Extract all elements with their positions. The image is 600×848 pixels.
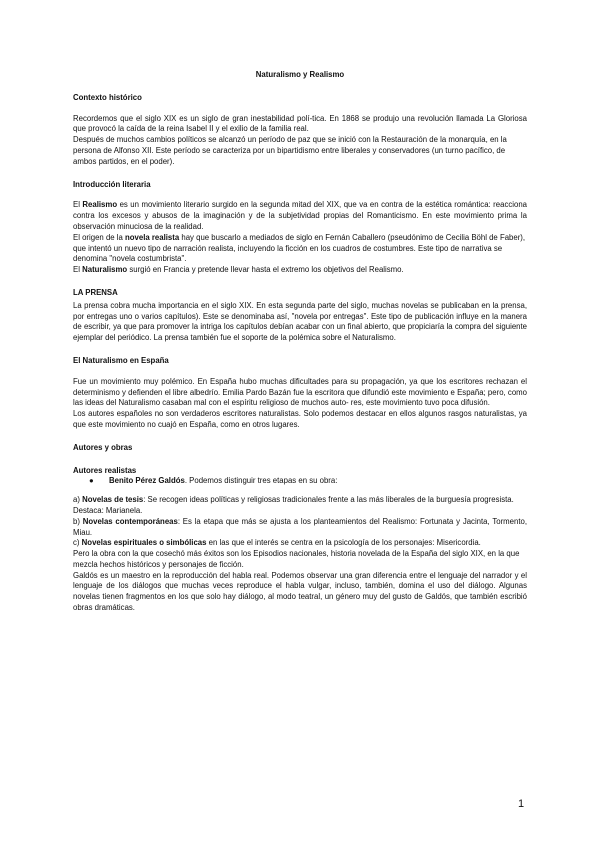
paragraph-naturalismo-espana-2: Los autores españoles no son verdaderos escritores naturalistas. Solo podemos destacar en ellos algunos rasgos naturalistas, ya que este movimiento no cuajó en España, como en otros lugares.: [73, 409, 527, 429]
paragraph-prensa: La prensa cobra mucha importancia en el siglo XIX. En esta segunda parte del siglo, muchas novelas se publicaban en la prensa, por entregas uno o varios capítulos). Este se denominaba así, "novela por entregas". Este tipo de publicación influye en la manera de escribir, ya que para promover la intriga los capítulos debían acabar con un final abierto, que propiciaría la compra del siguiente ejemplar del periódico. La prensa también fue el soporte de la polémica sobre el Naturalismo.: [73, 300, 527, 343]
heading-prensa: LA PRENSA: [73, 287, 118, 297]
heading-contexto: Contexto histórico: [73, 92, 142, 102]
list-item-galdos: ● Benito Pérez Galdós. Podemos distinguir tres etapas en su obra:: [89, 476, 338, 486]
subheading-autores-realistas: Autores realistas: [73, 465, 137, 475]
paragraph-naturalismo: El Naturalismo surgió en Francia y pretende llevar hasta el extremo los objetivos del Realismo.: [73, 265, 404, 275]
document-title: Naturalismo y Realismo: [255, 70, 345, 79]
paragraph-realismo: El Realismo es un movimiento literario surgido en la segunda mitad del XIX, que va en contra de la estética romántica: reacciona contra los excesos y abusos de la imaginación y de la subjetividad propias del Romanticismo. En este movimiento prima la observación minuciosa de la realidad.: [73, 200, 527, 231]
paragraph-contexto-2: Después de muchos cambios políticos se alcanzó un período de paz que se inició con la Restauración de la monarquía, en la persona de Alfonso XII. Este período se caracteriza por un bipartidismo entre liberales y conservadores (un turno pacífico, de ambos partidos, en el poder).: [73, 135, 507, 166]
paragraph-habla-real: Galdós es un maestro en la reproducción del habla real. Podemos observar una gran diferencia entre el lenguaje del narrador y el lenguaje de los diálogos que muchas veces reproduce el habla vulgar, incluso, también, domina el uso del diálogo. Algunas novelas tienen fragmentos en los que solo hay diálogo, al modo teatral, un género muy del gusto de Galdós, que también escribió obras dramáticas.: [73, 570, 527, 613]
paragraph-contexto-1: Recordemos que el siglo XIX es un siglo de gran inestabilidad polí-tica. En 1868 se produjo una revolución llamada La Gloriosa que provocó la caída de la reina Isabel II y el exilio de la familia real.: [73, 113, 527, 134]
heading-autores-obras: Autores y obras: [73, 442, 133, 452]
paragraph-novelas-contemporaneas: b) Novelas contemporáneas: Es la etapa que más se ajusta a los planteamientos del Realismo: Fortunata y Jacinta, Tormento, Miau.: [73, 516, 528, 537]
paragraph-novela-realista: El origen de la novela realista hay que buscarlo a mediados de siglo en Fernán Caballero (pseudónimo de Cecilia Böhl de Faber), que intentó un nuevo tipo de narración realista, incluyendo la ficción en los cuadros de costumbres. Este tipo de narrativa se denomina "novela costumbrista".: [73, 232, 526, 264]
heading-introduccion: Introducción literaria: [73, 179, 151, 189]
document-body: [73, 70, 527, 614]
page-number: 1: [518, 798, 525, 810]
paragraph-novelas-espirituales: c) Novelas espirituales o simbólicas en las que el interés se centra en la psicología de los personajes: Misericordia.: [73, 538, 481, 548]
bullet-icon: ●: [89, 476, 94, 486]
paragraph-naturalismo-espana-1: Fue un movimiento muy polémico. En España hubo muchas dificultades para su propagación, ya que los escritores rechazan el determinismo y defienden el libre albedrío. Emilia Pardo Bazán fue la escritora que difundió este movimiento e España; pero, como las ideas del Naturalismo casaban mal con el espíritu religioso de muchos auto- res, este movimiento tuvo poca difusión.: [73, 376, 527, 408]
paragraph-episodios: Pero la obra con la que cosechó más éxitos son los Episodios nacionales, historia novelada de la España del siglo XIX, en la que mezcla hechos históricos y personajes de ficción.: [73, 549, 520, 569]
heading-naturalismo-espana: El Naturalismo en España: [73, 355, 169, 365]
paragraph-novelas-tesis: a) Novelas de tesis: Se recogen ideas políticas y religiosas tradicionales frente a las más liberales de la burguesía progresista. Destaca: Marianela.: [73, 495, 514, 515]
